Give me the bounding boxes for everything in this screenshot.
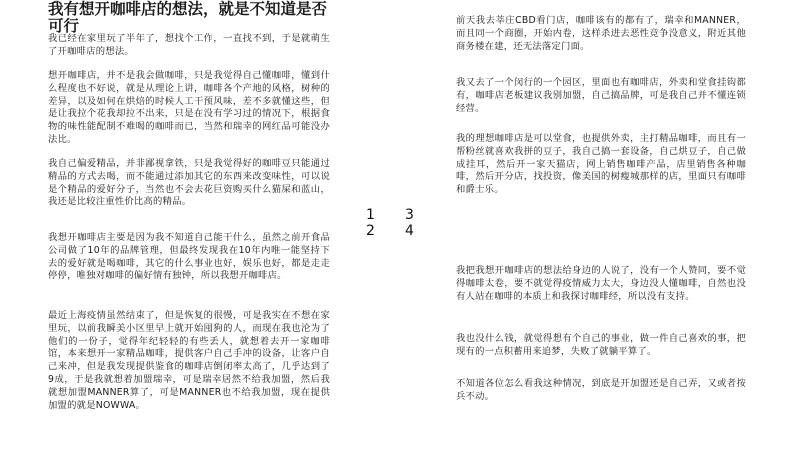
page-title: 我有想开咖啡店的想法，就是不知道是否可行 — [48, 0, 328, 35]
page-number-1: 1 — [366, 207, 375, 223]
left-paragraph-5: 最近上海疫情虽然结束了，但是恢复的很慢，可是我实在不想在家里玩，以前我瞬美小区里早上就开始囤狗的人，而现在我也沦为了他们的一份子，觉得年纪轻轻的有些丢人，就想着去开一家咖啡馆，本来想开一家精品咖啡，提供客户自己手冲的设备，让客户自己来冲，但是我发现提供鉴食的咖啡店倒闭率太高了，几乎达到了9成，于是我就想着加盟瑞幸，可是瑞幸居然不给我加盟，然后我就想加盟MANNER算了，可是MANNER也不给我加盟，现在提供加盟的就是NOWWA。 — [48, 310, 330, 411]
left-paragraph-3: 我自己偏爱精品，并非鄙视拿铁，只是我觉得好的咖啡豆只能通过精品的方式去喝，而不能通过添加其它的东西来改变味性，可以说是个精品的爱好分子，当然也不会去花巨资购买什么猫屎和蓝山，我还是比较注重性价比高的精品。 — [48, 158, 330, 208]
right-paragraph-2: 我又去了一个闵行的一个园区，里面也有咖啡店，外卖和堂食挂钩都有，咖啡店老板建议我别加盟，自己搞品牌，可是我自己并不懂连锁经营。 — [456, 77, 746, 114]
left-paragraph-2: 想开咖啡店，并不是我会做咖啡，只是我觉得自己懂咖啡，懂到什么程度也不好说，就是从理论上讲，咖啡各个产地的风格，树种的差异，以及如何在烘焙的时候人工干预风味，差不多就懂这些，但是让我拉个花我却拉不出来，只是在没有学习过的情况下，根据食物的味性能配制不难喝的咖啡而已，当然和瑞幸的网红品可能没办法比。 — [48, 70, 330, 145]
right-paragraph-1: 前天我去莘庄CBD看门店，咖啡该有的都有了，瑞幸和MANNER，而且同一个商圈，开始内卷，这样杀进去恶性竞争没意义，附近其他商务楼在建，还无法落定门面。 — [456, 15, 746, 52]
right-paragraph-4: 我把我想开咖啡店的想法给身边的人说了，没有一个人赞同，要不觉得咖啡太卷，要不就觉得疫情威力太大，身边没人懂咖啡，自然也没有人站在咖啡的本质上和我探讨咖啡经，所以没有支持。 — [456, 265, 746, 302]
right-paragraph-5: 我也没什么钱，就觉得想有个自己的事业，做一件自己喜欢的事，把现有的一点积蓄用来追梦，失败了就躺平算了。 — [456, 333, 746, 357]
left-paragraph-1: 我已经在家里玩了半年了，想找个工作，一直找不到，于是就萌生了开咖啡店的想法。 — [48, 33, 330, 57]
right-paragraph-3: 我的理想咖啡店是可以堂食，也提供外卖，主打精品咖啡，而且有一帮粉丝就喜欢我拼的豆子，我自己搞一套设备，自己烘豆子，自己做成挂耳，然后开一家天猫店，网上销售咖啡产品，店里销售各种咖啡，然后开分店，找投资，像美国的树瘦城那样的店，里面只有咖啡和爵士乐。 — [456, 133, 746, 196]
right-paragraph-6: 不知道各位怎么看我这种情况，到底是开加盟还是自己弄，又或者按兵不动。 — [456, 378, 746, 402]
page-number-2: 2 — [366, 223, 375, 239]
page-number-4: 4 — [405, 223, 414, 239]
page-number-3: 3 — [405, 207, 414, 223]
left-paragraph-4: 我想开咖啡店主要是因为我不知道自己能干什么，虽然之前开食品公司做了10年的品牌管理，但最终发现我在10年内唯一能坚持下去的爱好就是喝咖啡，其它的什么事业也好，娱乐也好，都是走走停停，唯独对咖啡的偏好情有独钟，所以我想开咖啡店。 — [48, 232, 330, 282]
